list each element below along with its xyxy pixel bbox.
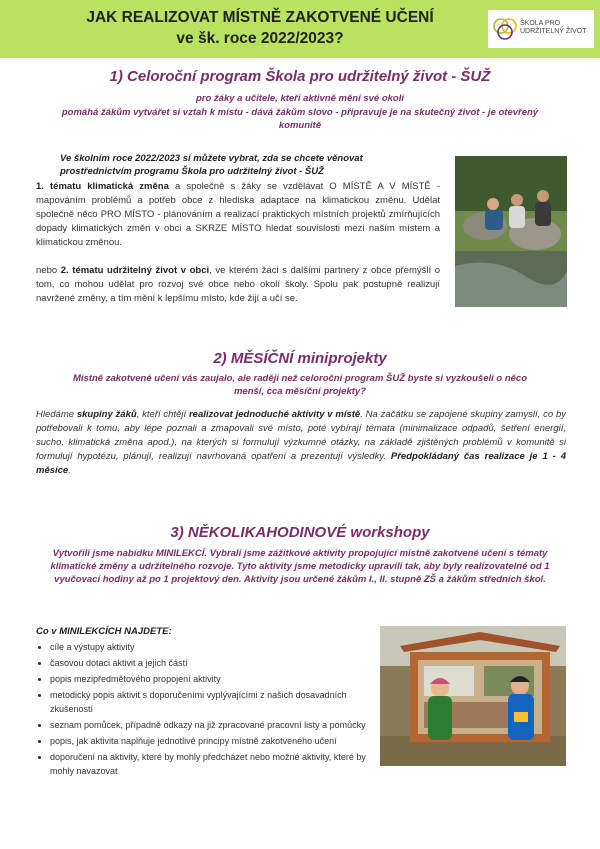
topic1-label: 1. tématu klimatická změna xyxy=(36,181,169,192)
section2-paragraph xyxy=(36,408,566,478)
s2-bold-groups: skupiny žáků xyxy=(76,409,137,420)
s2-text-3: . Na začátku se zapojené skupiny zamyslí, co by potřebovali k tomu, aby lépe poznali a zmapovali své místo, poté vybírají témata (minimalizace odpadů, šetření energií, sucho, klimatická změna apod.), na kterých si formulují výzkumné otázky, na základě zjištěných problémů v komunitě si formulují hypotézu, plánují, realizují navrhovaná opatření a prezentují výsledky. xyxy=(36,409,566,462)
list-item: • popis, jak aktivita naplňuje jednotlivé principy místně zakotveného učení xyxy=(50,734,370,748)
topic2-text: , ve kterém žáci s dalšími partnery z obce přemýšlí o tom, co mohou udělat pro rozvoj své obce nebo okolí školy. Spolu pak postupně realizují navržené změny, a tím mění k lepšímu místo, kde žijí a učí se. xyxy=(36,265,440,304)
s2-text-4: . xyxy=(68,465,71,476)
list-item: • popis mezipředmětového propojení aktivity xyxy=(50,672,370,686)
s2-text-2: , kteří chtějí xyxy=(136,409,189,420)
list-item: • časovou dotaci aktivit a jejich částí xyxy=(50,656,370,670)
s2-bold-activities: realizovat jednoduché aktivity v místě xyxy=(188,409,361,420)
minilessons-list xyxy=(36,640,370,780)
title-line-1: JAK REALIZOVAT MÍSTNĚ ZAKOTVENÉ UČENÍ xyxy=(86,9,434,26)
topic2-prefix: nebo xyxy=(36,265,61,276)
logo-line-1: ŠKOLA PRO xyxy=(520,20,561,27)
section1-paragraph-2 xyxy=(36,264,440,306)
logo xyxy=(488,10,594,48)
photo-children-insect-hotel xyxy=(380,626,566,766)
photo-children-by-stream xyxy=(455,156,567,307)
topic2-label: 2. tématu udržitelný život v obci xyxy=(60,265,210,276)
logo-line-2: UDRŽITELNÝ ŽIVOT xyxy=(520,28,587,35)
list-item: • doporučení na aktivity, které by mohly předcházet nebo možné aktivity, které by mohly navazovat xyxy=(50,750,370,778)
section1-heading: 1) Celoroční program Škola pro udržitelný život - ŠUŽ xyxy=(109,68,491,85)
section3-heading: 3) NĚKOLIKAHODINOVÉ workshopy xyxy=(170,524,430,541)
section2-subtitle: Místně zakotvené učení vás zaujalo, ale raději než celoroční program ŠUŽ byste si vyzkoušeli o něco menší, cca měsíční projekty? xyxy=(72,373,528,397)
s2-bold-duration: Předpokládaný čas realizace je 1 - 4 měsíce xyxy=(36,451,566,476)
minilessons-list-title: Co v MINILEKCÍCH NAJDETE: xyxy=(36,626,172,637)
section1-paragraph-1 xyxy=(36,180,440,250)
section2-heading: 2) MĚSÍČNÍ miniprojekty xyxy=(213,350,387,367)
header-banner xyxy=(0,0,600,58)
logo-text xyxy=(520,20,587,36)
list-item: • cíle a výstupy aktivity xyxy=(50,640,370,654)
topic1-text: a společně s žáky se vzdělávat O MÍSTĚ A V MÍSTĚ - mapováním problémů a potřeb obce z hlediska adaptace na klimatickou změnu. Udělat společně něco PRO MÍSTO - plánováním a realizací praktických místních projektů zmírňujících dopady klimatických změn v obci a SKRZE MÍSTO hledat souvislosti mezi naším místem a klimatickou změnou. xyxy=(36,181,441,248)
s2-text-1: Hledáme xyxy=(36,409,77,420)
page-title xyxy=(60,7,460,49)
logo-icon xyxy=(492,16,518,42)
section1-subtitle-1: pro žáky a učitele, kteří aktivně mění své okolí xyxy=(195,93,405,104)
list-item: • seznam pomůcek, případně odkazy na již zpracované pracovní listy a pomůcky xyxy=(50,718,370,732)
section3-subtitle: Vytvořili jsme nabídku MINILEKCÍ. Vybrali jsme zážitkové aktivity propojující místně zakotvené učení s tématy klimatické změny a udržitelného rozvoje. Tyto aktivity jsme metodicky upravili tak, aby byly realizovatelné od 1 vyučovací hodiny až po 1 projektový den. Aktivity jsou určené žákům I., II. stupně ZŠ a žákům středních škol. xyxy=(50,548,550,585)
section1-subtitle-2: pomáhá žákům vytvářet si vztah k místu - dává žákům slovo - připravuje je na skutečný život - je otevřený komunitě xyxy=(61,107,539,131)
list-item: • metodický popis aktivit s doporučeními vyplývajícími z našich dosavadních zkušeností xyxy=(50,688,370,716)
title-line-2: ve šk. roce 2022/2023? xyxy=(176,30,344,47)
section1-intro: Ve školním roce 2022/2023 si můžete vybrat, zda se chcete věnovat prostřednictvím programu Škola pro udržitelný život - ŠUŽ xyxy=(60,153,363,177)
